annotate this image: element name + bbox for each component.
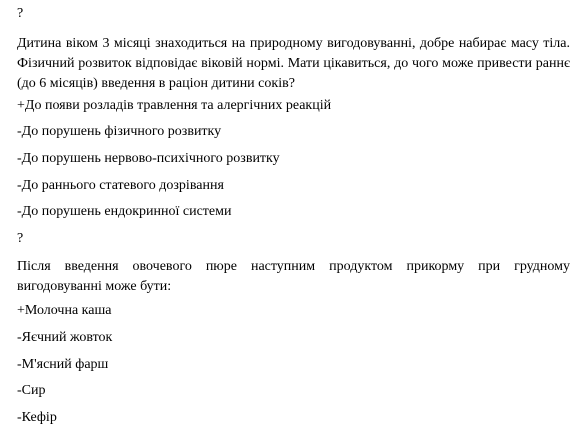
- question-1-marker: ?: [17, 6, 24, 21]
- question-1-answer-4: -До раннього статевого дозрівання: [17, 178, 224, 193]
- question-2-answer-5: -Кефір: [17, 410, 57, 425]
- question-2-text: Після введення овочевого пюре наступним продуктом прикорму при грудному вигодовуванні може бути:: [17, 259, 570, 294]
- question-2-marker: ?: [17, 231, 24, 246]
- question-1-answer-5: -До порушень ендокринної системи: [17, 204, 232, 219]
- question-1-answer-1: +До появи розладів травлення та алергічних реакцій: [17, 98, 332, 113]
- question-1-text: Дитина віком 3 місяці знаходиться на природному вигодовуванні, добре набирає масу тіла. Фізичний розвиток відповідає віковій нормі. Мати цікавиться, до чого може привести раннє (до 6 місяців) введення в раціон дитини соків?: [17, 36, 570, 91]
- question-2-answer-4: -Сир: [17, 383, 46, 398]
- question-2-answer-2: -Яєчний жовток: [17, 330, 113, 345]
- question-1-answer-3: -До порушень нервово-психічного розвитку: [17, 151, 280, 166]
- question-2-answer-1: +Молочна каша: [17, 303, 112, 318]
- question-1-answer-2: -До порушень фізичного розвитку: [17, 124, 222, 139]
- question-2-answer-3: -М'ясний фарш: [17, 357, 109, 372]
